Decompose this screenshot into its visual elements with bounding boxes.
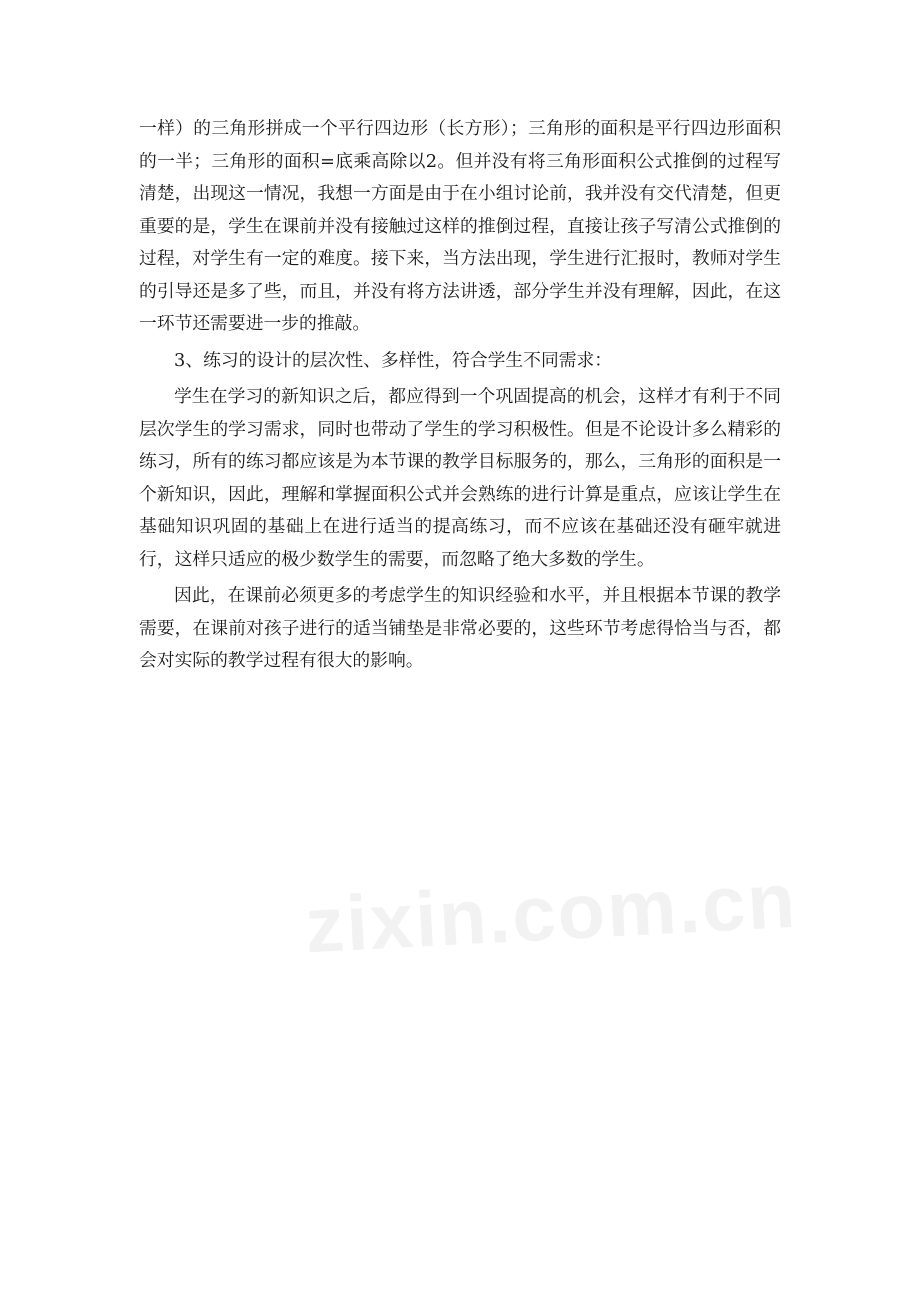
section-heading-3: 3、练习的设计的层次性、多样性，符合学生不同需求：: [174, 349, 613, 371]
document-body: [139, 113, 781, 678]
paragraph-conclusion: 因此，在课前必须更多的考虑学生的知识经验和水平，并且根据本节课的教学需要，在课前对孩子进行的适当铺垫是非常必要的，这些环节考虑得恰当与否，都会对实际的教学过程有很大的影响。: [139, 585, 781, 671]
watermark: zixin.com.cn: [302, 855, 800, 970]
paragraph-continuation: 一样）的三角形拼成一个平行四边形（长方形）；三角形的面积是平行四边形面积的一半；三角形的面积=底乘高除以2。但并没有将三角形面积公式推倒的过程写清楚，出现这一情况，我想一方面是由于在小组讨论前，我并没有交代清楚，但更重要的是，学生在课前并没有接触过这样的推倒过程，直接让孩子写清公式推倒的过程，对学生有一定的难度。接下来，当方法出现，学生进行汇报时，教师对学生的引导还是多了些，而且，并没有将方法讲透，部分学生并没有理解，因此，在这一环节还需要进一步的推敲。: [139, 118, 781, 334]
paragraph-practice-design: 学生在学习的新知识之后，都应得到一个巩固提高的机会，这样才有利于不同层次学生的学习需求，同时也带动了学生的学习积极性。但是不论设计多么精彩的练习，所有的练习都应该是为本节课的教学目标服务的，那么，三角形的面积是一个新知识，因此，理解和掌握面积公式并会熟练的进行计算是重点，应该让学生在基础知识巩固的基础上在进行适当的提高练习，而不应该在基础还没有砸牢就进行，这样只适应的极少数学生的需要，而忽略了绝大多数的学生。: [139, 386, 781, 570]
